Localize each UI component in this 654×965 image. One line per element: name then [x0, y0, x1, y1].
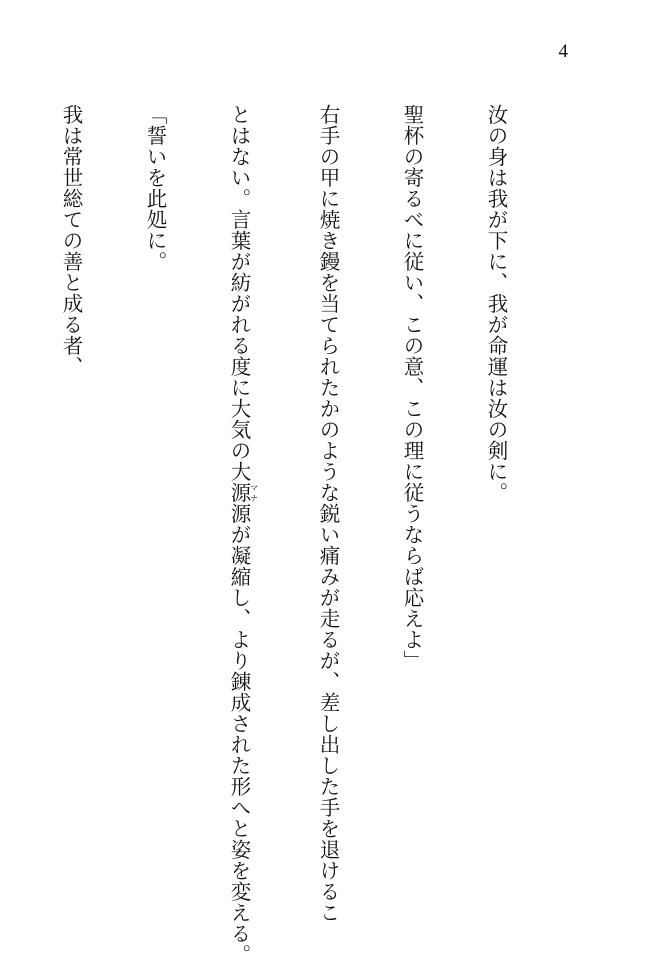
- novel-body-text: [59, 104, 566, 965]
- page-number: 4: [558, 41, 568, 62]
- text-line-5: 「誓いを此処に。: [143, 104, 167, 272]
- ruby-reading: マナ: [249, 482, 259, 503]
- text-line-4-part-1: とはない。言葉が紡がれる度に大気の大: [227, 104, 251, 482]
- text-line-7: [0, 104, 1, 794]
- ruby-base: 源: [227, 482, 251, 503]
- text-line-6: 我は常世総ての善と成る者、: [59, 104, 83, 377]
- text-line-4-part-2: 源が凝縮し、より錬成された形へと姿を変える。: [227, 503, 251, 965]
- furigana-mana: [227, 482, 259, 503]
- text-line-2: 聖杯の寄るべに従い、この意、この理に従うならば応えよ」: [400, 104, 424, 671]
- text-line-3: 右手の甲に焼き鏝を当てられたかのような鋭い痛みが走るが、差し出した手を退けるこ: [316, 104, 340, 923]
- text-line-1: 汝の身は我が下に、我が命運は汝の剣に。: [484, 104, 508, 503]
- text-line-4: [225, 104, 259, 965]
